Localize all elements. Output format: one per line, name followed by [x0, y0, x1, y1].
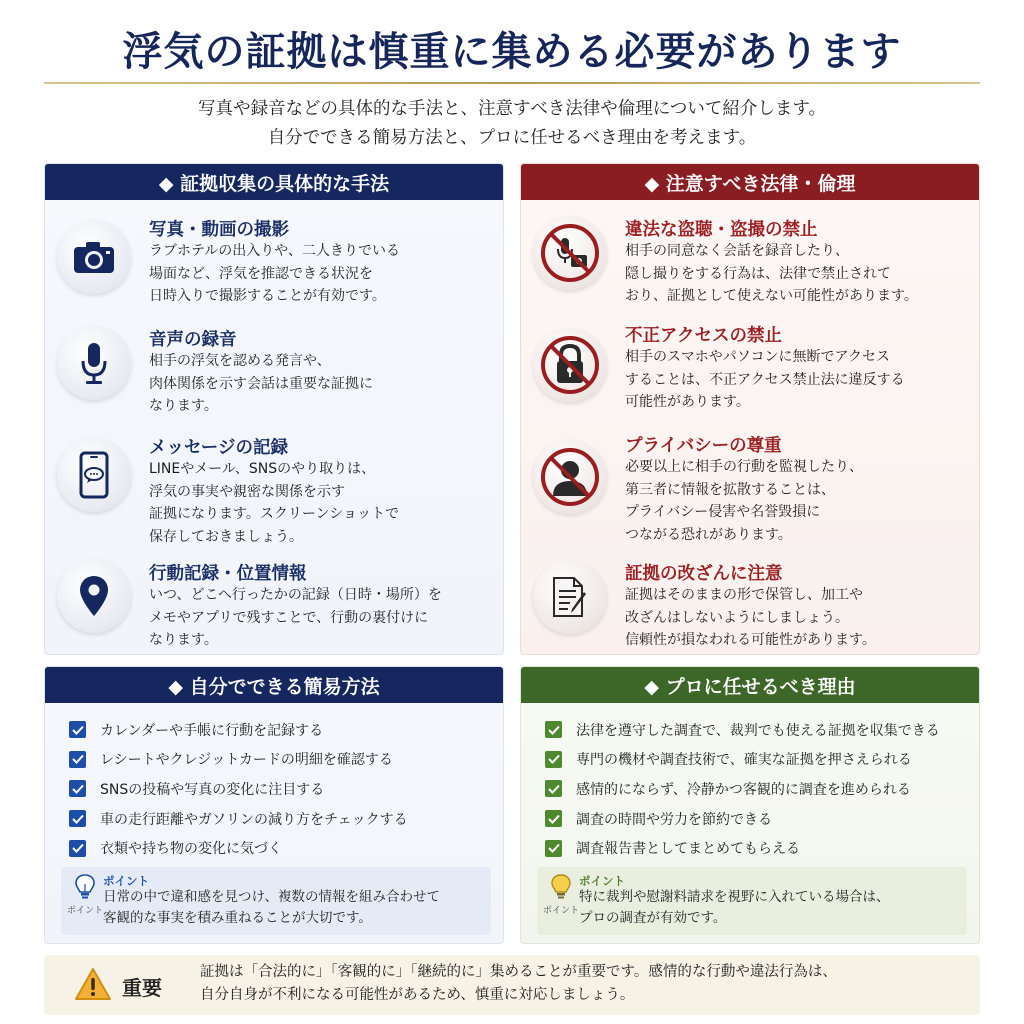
pro-reasons-heading: ◆ プロに任せるべき理由	[521, 667, 979, 703]
law-panel-heading: ◆ 注意すべき法律・倫理	[521, 164, 979, 200]
point-label: ポイント	[579, 874, 625, 888]
list-item-label: 衣類や持ち物の変化に気づく	[100, 841, 282, 858]
list-item	[545, 804, 940, 834]
lightbulb-icon	[541, 873, 581, 916]
list-item-label: 調査報告書としてまとめてもらえる	[576, 841, 800, 858]
list-item-label: 感情的にならず、冷静かつ客観的に調査を進められる	[576, 781, 911, 798]
checkbox-checked-icon	[545, 751, 562, 768]
point-icon-label: ポイント	[66, 906, 103, 916]
pro-reasons-list	[545, 715, 940, 863]
method-title: 行動記録・位置情報	[149, 564, 307, 584]
list-item	[545, 715, 940, 745]
point-icon-label: ポイント	[542, 906, 579, 916]
method-title: 写真・動画の撮影	[149, 220, 289, 240]
important-label: 重要	[122, 976, 162, 1000]
law-text: 相手のスマホやパソコンに無断でアクセス することは、不正アクセス禁止法に違反する 可能性があります。	[625, 349, 905, 410]
method-text: 相手の浮気を認める発言や、 肉体関係を示す会話は重要な証拠に なります。	[149, 353, 373, 414]
methods-panel-heading: ◆ 証拠収集の具体的な手法	[45, 164, 503, 200]
list-item	[545, 833, 940, 863]
checkbox-checked-icon	[545, 840, 562, 857]
law-text: 必要以上に相手の行動を監視したり、 第三者に情報を拡散することは、 プライバシー侵害や名誉毀損に つながる恐れがあります。	[625, 459, 863, 543]
lightbulb-icon	[65, 873, 105, 916]
easy-methods-panel	[44, 666, 504, 944]
warning-icon	[74, 967, 112, 1005]
no-recording-icon	[533, 216, 607, 290]
method-text: いつ、どこへ行ったかの記録（日時・場所）を メモやアプリで残すことで、行動の裏付けに なります。	[149, 587, 442, 648]
list-item-label: SNSの投稿や写真の変化に注目する	[100, 781, 325, 798]
important-banner	[44, 955, 980, 1015]
point-label: ポイント	[103, 874, 149, 888]
list-item	[69, 745, 408, 775]
no-person-icon	[533, 440, 607, 514]
law-text: 証拠はそのままの形で保管し、加工や 改ざんはしないようにしましょう。 信頼性が損なわれる可能性があります。	[625, 587, 876, 648]
list-item-label: レシートやクレジットカードの明細を確認する	[100, 752, 393, 769]
checkbox-checked-icon	[69, 840, 86, 857]
list-item	[545, 774, 940, 804]
checkbox-checked-icon	[69, 721, 86, 738]
subtitle-line-1: 写真や録音などの具体的な手法と、注意すべき法律や倫理について紹介します。	[198, 99, 826, 119]
list-item-label: 法律を遵守した調査で、裁判でも使える証拠を収集できる	[576, 722, 940, 739]
easy-methods-heading: ◆ 自分でできる簡易方法	[45, 667, 503, 703]
law-text: 相手の同意なく会話を録音したり、 隠し撮りをする行為は、法律で禁止されて おり、証拠として使えない可能性があります。	[625, 243, 918, 304]
method-text: LINEやメール、SNSのやり取りは、 浮気の事実や親密な関係を示す 証拠になります。スクリーンショットで 保存しておきましょう。	[149, 461, 399, 545]
point-box	[61, 867, 491, 935]
point-text: 日常の中で違和感を見つけ、複数の情報を組み合わせて 客観的な事実を積み重ねることが大切です。	[103, 889, 440, 926]
list-item-label: 車の走行距離やガソリンの減り方をチェックする	[100, 811, 408, 828]
camera-icon	[57, 220, 131, 294]
point-text: 特に裁判や慰謝料請求を視野に入れている場合は、 プロの調査が有効です。	[579, 889, 890, 926]
list-item	[69, 833, 408, 863]
pro-reasons-panel	[520, 666, 980, 944]
list-item	[545, 745, 940, 775]
checkbox-checked-icon	[69, 751, 86, 768]
checkbox-checked-icon	[69, 810, 86, 827]
list-item	[69, 804, 408, 834]
important-text: 証拠は「合法的に」「客観的に」「継続的に」集めることが重要です。感情的な行動や違法行為は、 自分自身が不利になる可能性があるため、慎重に対応しましょう。	[200, 964, 837, 1003]
location-pin-icon	[57, 559, 131, 633]
title-divider	[44, 82, 980, 84]
methods-panel	[44, 163, 504, 655]
smartphone-message-icon	[57, 438, 131, 512]
law-title: 証拠の改ざんに注意	[625, 564, 783, 584]
checkbox-checked-icon	[545, 780, 562, 797]
checkbox-checked-icon	[69, 780, 86, 797]
no-lock-access-icon	[533, 328, 607, 402]
list-item	[69, 715, 408, 745]
law-title: プライバシーの尊重	[625, 436, 782, 456]
method-title: メッセージの記録	[149, 438, 288, 458]
subtitle-line-2: 自分でできる簡易方法と、プロに任せるべき理由を考えます。	[267, 128, 757, 148]
checkbox-checked-icon	[545, 721, 562, 738]
method-title: 音声の録音	[149, 330, 237, 350]
law-title: 違法な盗聴・盗撮の禁止	[625, 220, 818, 240]
list-item-label: 専門の機材や調査技術で、確実な証拠を押さえられる	[576, 752, 912, 769]
document-edit-icon	[533, 560, 607, 634]
law-title: 不正アクセスの禁止	[625, 326, 782, 346]
list-item-label: カレンダーや手帳に行動を記録する	[100, 722, 324, 739]
list-item	[69, 774, 408, 804]
method-text: ラブホテルの出入りや、二人きりでいる 場面など、浮気を推認できる状況を 日時入りで撮影することが有効です。	[149, 243, 401, 304]
checkbox-checked-icon	[545, 810, 562, 827]
law-panel	[520, 163, 980, 655]
point-box	[537, 867, 967, 935]
microphone-icon	[57, 326, 131, 400]
easy-methods-list	[69, 715, 408, 863]
list-item-label: 調査の時間や労力を節約できる	[576, 811, 772, 828]
page-title: 浮気の証拠は慎重に集める必要があります	[122, 28, 902, 75]
